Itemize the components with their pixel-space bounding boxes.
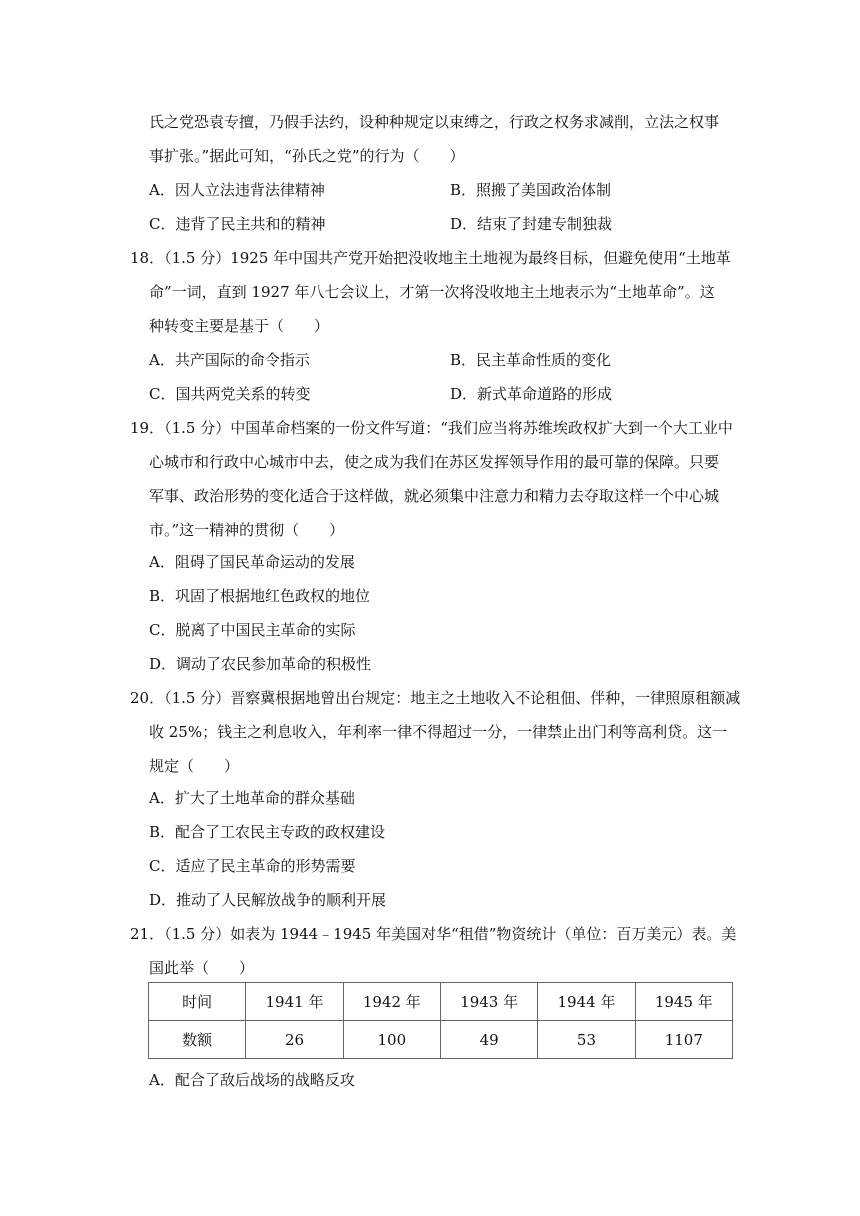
q17-option-a[interactable]: A．因人立法违背法律精神 [149, 181, 325, 199]
q17-option-b[interactable]: B．照搬了美国政治体制 [450, 181, 612, 199]
table-header-cell: 1941 年 [246, 983, 343, 1021]
table-header-row [149, 983, 733, 1021]
q20-stem-line-2: 收 25%；钱主之利息收入，年利率一律不得超过一分，一律禁止出门利等高利贷。这一 [149, 723, 728, 741]
table-row [149, 1021, 733, 1059]
q20-option-d[interactable]: D．推动了人民解放战争的顺利开展 [149, 891, 387, 909]
table-header-cell: 1944 年 [538, 983, 635, 1021]
q20-option-a[interactable]: A．扩大了土地革命的群众基础 [149, 789, 355, 807]
q20-stem-line-1: 20．（1.5 分）晋察冀根据地曾出台规定：地主之土地收入不论租佃、伴种，一律照原租额减 [130, 689, 741, 707]
q21-stem-line-2: 国此举（ ） [149, 959, 255, 977]
table-cell: 49 [440, 1021, 537, 1059]
table-header-cell: 1942 年 [343, 983, 440, 1021]
q18-option-b[interactable]: B．民主革命性质的变化 [450, 351, 612, 369]
table-cell: 26 [246, 1021, 343, 1059]
q19-stem-line-3: 军事、政治形势的变化适合于这样做，就必须集中注意力和精力去夺取这样一个中心城 [149, 487, 720, 505]
q21-stem-line-1: 21．（1.5 分）如表为 1944﹣1945 年美国对华“租借”物资统计（单位：百万美元）表。美 [130, 925, 737, 943]
table-cell: 100 [343, 1021, 440, 1059]
table-cell: 53 [538, 1021, 635, 1059]
q18-option-d[interactable]: D．新式革命道路的形成 [450, 385, 613, 403]
q19-stem-line-1: 19．（1.5 分）中国革命档案的一份文件写道：“我们应当将苏维埃政权扩大到一个大工业中 [130, 419, 733, 437]
q19-option-a[interactable]: A．阻碍了国民革命运动的发展 [149, 553, 355, 571]
q19-option-c[interactable]: C．脱离了中国民主革命的实际 [149, 621, 356, 639]
q18-stem-line-1: 18．（1.5 分）1925 年中国共产党开始把没收地主土地视为最终目标，但避免使用“土地革 [130, 249, 731, 267]
q19-option-d[interactable]: D．调动了农民参加革命的积极性 [149, 655, 372, 673]
table-header-cell: 1945 年 [635, 983, 732, 1021]
q21-option-a[interactable]: A．配合了敌后战场的战略反攻 [149, 1071, 355, 1089]
table-cell: 数额 [149, 1021, 246, 1059]
q18-option-a[interactable]: A．共产国际的命令指示 [149, 351, 310, 369]
q19-option-b[interactable]: B．巩固了根据地红色政权的地位 [149, 587, 371, 605]
table-header-cell: 时间 [149, 983, 246, 1021]
q17-option-d[interactable]: D．结束了封建专制独裁 [450, 215, 613, 233]
table-cell: 1107 [635, 1021, 732, 1059]
lend-lease-table [148, 982, 733, 1059]
q18-stem-line-2: 命”一词，直到 1927 年八七会议上，才第一次将没收地主土地表示为“土地革命”。这 [149, 283, 715, 301]
q18-stem-line-3: 种转变主要是基于（ ） [149, 317, 330, 335]
table-header-cell: 1943 年 [440, 983, 537, 1021]
q20-stem-line-3: 规定（ ） [149, 757, 240, 775]
q17-option-c[interactable]: C．违背了民主共和的精神 [149, 215, 326, 233]
q20-option-b[interactable]: B．配合了工农民主专政的政权建设 [149, 823, 386, 841]
q17-stem-line-1: 氏之党恐袁专擅，乃假手法约，设种种规定以束缚之，行政之权务求减削，立法之权事 [149, 113, 720, 131]
q18-option-c[interactable]: C．国共两党关系的转变 [149, 385, 311, 403]
q20-option-c[interactable]: C．适应了民主革命的形势需要 [149, 857, 356, 875]
q17-stem-line-2: 事扩张。”据此可知，“孙氏之党”的行为（ ） [149, 147, 465, 165]
q19-stem-line-4: 市。”这一精神的贯彻（ ） [149, 521, 345, 539]
q19-stem-line-2: 心城市和行政中心城市中去，使之成为我们在苏区发挥领导作用的最可靠的保障。只要 [149, 453, 720, 471]
